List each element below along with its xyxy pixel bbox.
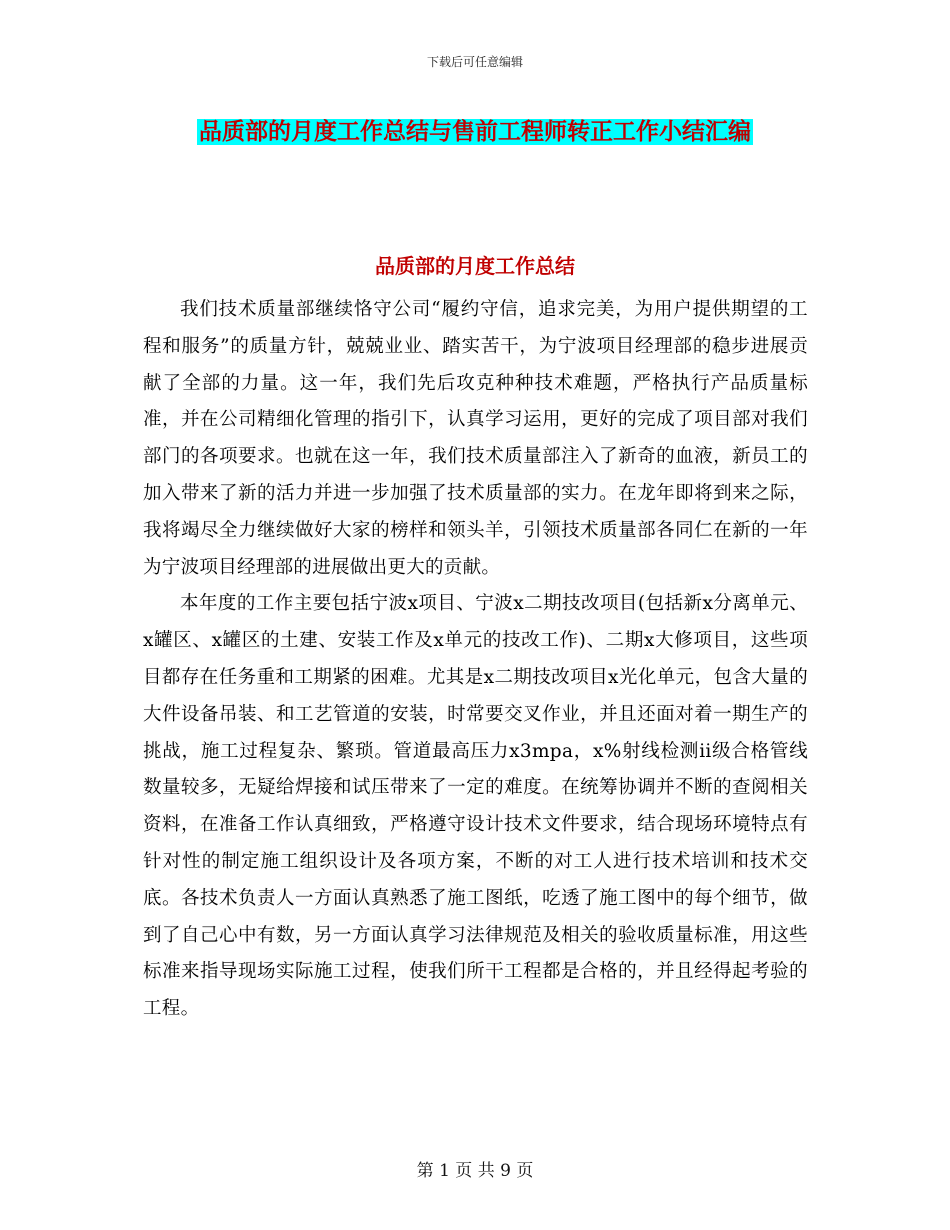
document-title — [140, 110, 810, 154]
section-title: 品质部的月度工作总结 — [375, 254, 575, 278]
paragraph: 我们技术质量部继续恪守公司“履约守信，追求完美，为用户提供期望的工程和服务”的质量方针，兢兢业业、踏实苦干，为宁波项目经理部的稳步进展贡献了全部的力量。这一年，我们先后攻克种种技术难题，严格执行产品质量标准，并在公司精细化管理的指引下，认真学习运用，更好的完成了项目部对我们部门的各项要求。也就在这一年，我们技术质量部注入了新奇的血液，新员工的加入带来了新的活力并进一步加强了技术质量部的实力。在龙年即将到来之际，我将竭尽全力继续做好大家的榜样和领头羊，引领技术质量部各同仁在新的一年为宁波项目经理部的进展做出更大的贡献。 — [143, 299, 808, 578]
page-footer: 第 1 页 共 9 页 — [416, 1161, 534, 1181]
document-title-text: 品质部的月度工作总结与售前工程师转正工作小结汇编 — [199, 119, 751, 145]
body-text — [143, 292, 808, 1028]
paragraph: 本年度的工作主要包括宁波x项目、宁波x二期技改项目(包括新x分离单元、x罐区、x罐区的土建、安装工作及x单元的技改工作)、二期x大修项目，这些项目都存在任务重和工期紧的困难。尤其是x二期技改项目x光化单元，包含大量的大件设备吊装、和工艺管道的安装，时常要交叉作业，并且还面对着一期生产的挑战，施工过程复杂、繁琐。管道最高压力x3mpa，x%射线检测ii级合格管线数量较多，无疑给焊接和试压带来了一定的难度。在统筹协调并不断的查阅相关资料，在准备工作认真细致，严格遵守设计技术文件要求，结合现场环境特点有针对性的制定施工组织设计及各项方案，不断的对工人进行技术培训和技术交底。各技术负责人一方面认真熟悉了施工图纸，吃透了施工图中的每个细节，做到了自己心中有数，另一方面认真学习法律规范及相关的验收质量标准，用这些标准来指导现场实际施工过程，使我们所干工程都是合格的，并且经得起考验的工程。 — [143, 593, 808, 1020]
header-note: 下载后可任意编辑 — [426, 55, 523, 69]
